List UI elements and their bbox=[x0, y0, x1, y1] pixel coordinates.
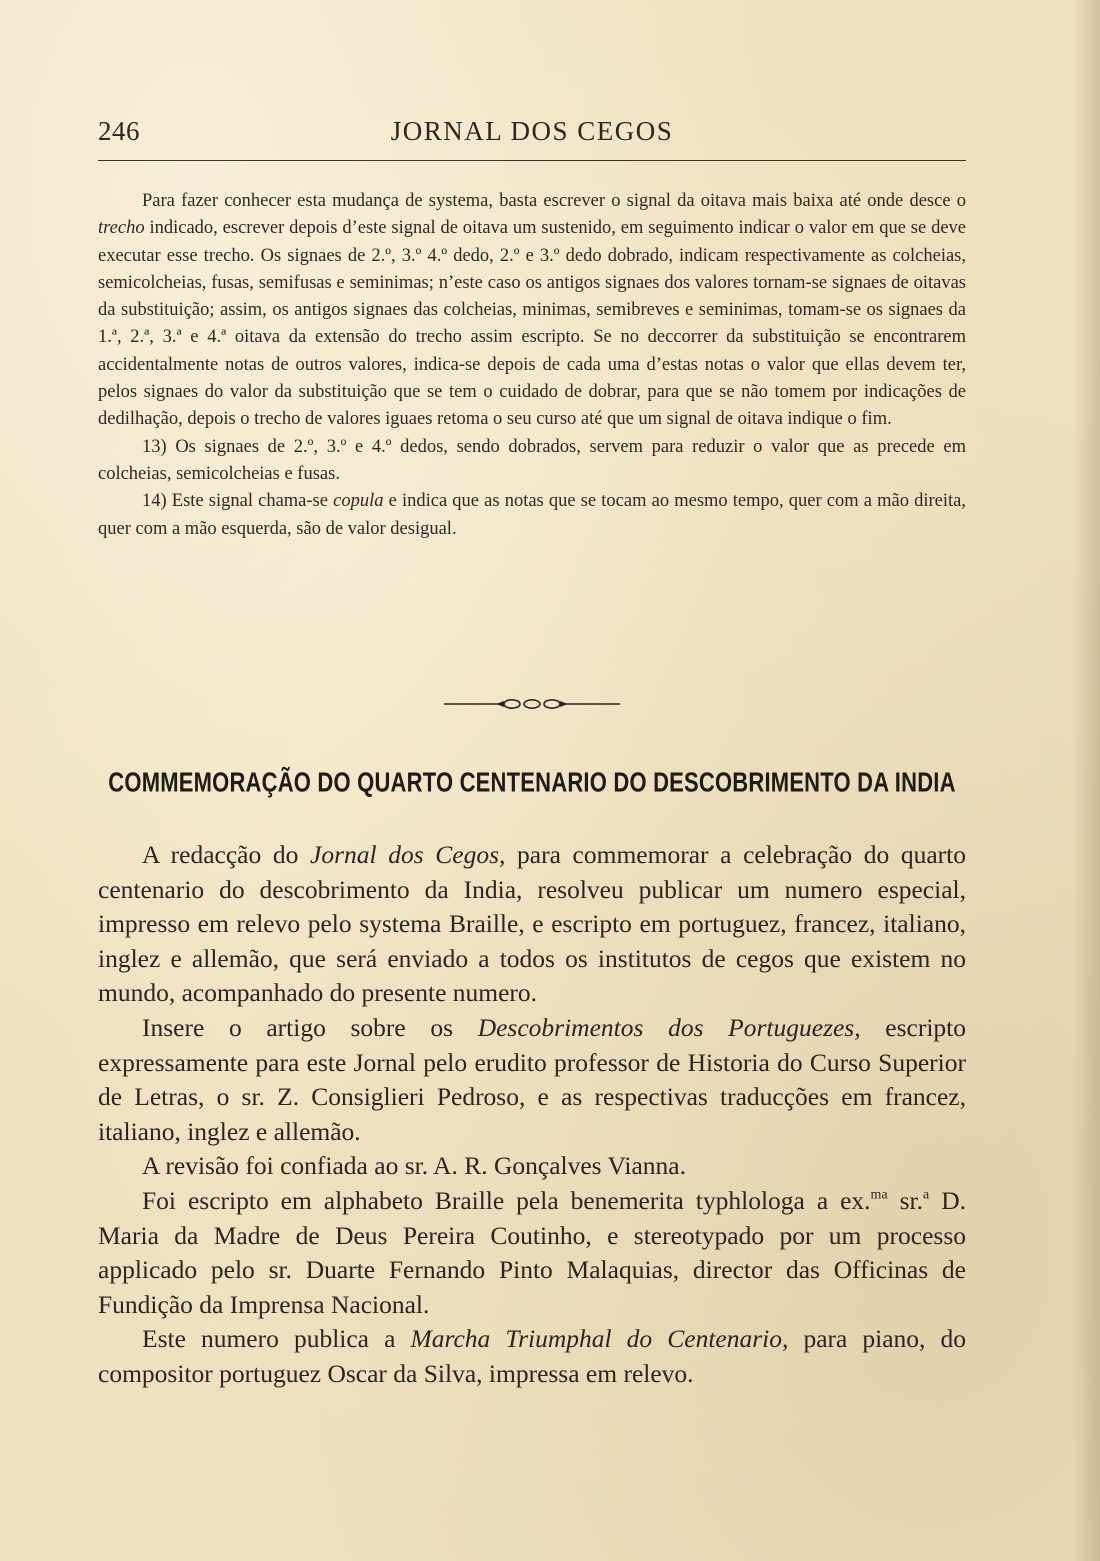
text-run: Insere o artigo sobre os bbox=[142, 1012, 478, 1042]
paragraph-revisao: A revisão foi confiada ao sr. A. R. Gonçalves Vianna. bbox=[142, 1151, 686, 1181]
text-run: para piano, do compositor portuguez Oscar da Silva, impressa em relevo. bbox=[98, 1324, 967, 1388]
text-run: Para fazer conhecer esta mudança de systema, basta escrever o signal da oitava mais baixa até onde desce o bbox=[142, 191, 966, 211]
italic-term-trecho: trecho bbox=[98, 218, 145, 239]
text-run: Este numero publica a bbox=[142, 1324, 411, 1354]
decorative-rule-ornament-icon bbox=[444, 697, 620, 711]
paragraph-insere bbox=[98, 1011, 966, 1149]
paragraph-braille bbox=[98, 1184, 966, 1322]
header-rule bbox=[98, 160, 966, 161]
italic-term-copula: copula bbox=[333, 491, 384, 512]
upper-text-block bbox=[98, 188, 966, 543]
italic-title-marcha: Marcha Triumphal do Centenario, bbox=[410, 1324, 789, 1354]
text-run: para commemorar a celebração do quarto centenario do descobrimento da India, resolveu publicar um numero especial, impresso em relevo pelo systema Braille, e escripto em portuguez, francez, italiano, inglez e allemão, que será enviado a todos os institutos de cegos que existem no mundo, acompanhado do presente numero. bbox=[98, 840, 966, 1008]
text-run: escripto expressamente para este Jornal pelo erudito professor de Historia do Curso Superior de Letras, o sr. Z. Consiglieri Pedroso, e as respectivas traducções em francez, italiano, inglez e allemão. bbox=[98, 1012, 966, 1146]
text-run: 14) Este signal chama-se bbox=[142, 491, 334, 512]
superscript-a: a bbox=[923, 1187, 930, 1203]
section-heading: COMMEMORAÇÃO DO QUARTO CENTENARIO DO DESCOBRIMENTO DA INDIA bbox=[108, 766, 956, 798]
italic-title-descobrimentos: Descobrimentos dos Portuguezes, bbox=[477, 1012, 861, 1042]
running-title: JORNAL DOS CEGOS bbox=[390, 116, 674, 146]
section-text-block bbox=[98, 838, 966, 1392]
text-run: D. Maria da Madre de Deus Pereira Coutinho, e stereotypado por um processo applicado pelo sr. Duarte Fernando Pinto Malaquias, director das Officinas de Fundição da Imprensa Nacional. bbox=[98, 1185, 966, 1319]
paragraph-redaccao bbox=[98, 838, 966, 1011]
text-run: e indica que as notas que se tocam ao mesmo tempo, quer com a mão direita, quer com a mão esquerda, são de valor desigual. bbox=[98, 491, 967, 539]
text-run: indicado, escrever depois d’este signal de oitava um sustenido, em seguimento indicar o valor em que se deve executar esse trecho. Os signaes de 2.º, 3.º 4.º dedo, 2.º e 3.º dedo dobrado, indicam respectivamente as colcheias, semicolcheias, fusas, semifusas e seminimas; n’este caso os antigos signaes dos valores tornam-se signaes de oitavas da substituição; assim, os antigos signaes das colcheias, minimas, semibreves e seminimas, tomam-se os signaes da 1.ª, 2.ª, 3.ª e 4.ª oitava da extensão do trecho assim escripto. Se no deccorrer da substituição se encontrarem accidentalmente notas de outros valores, indica-se depois de cada uma d’estas notas o valor que ellas devem ter, pelos signaes do valor da substituição que se tem o cuidado de dobrar, para que se não tomem por indicações de dedilhação, depois o trecho de valores iguaes retoma o seu curso até que um signal de oitava indique o fim. bbox=[98, 218, 966, 430]
italic-title-jornal: Jornal dos Cegos, bbox=[310, 840, 506, 869]
page-edge-shadow bbox=[1072, 0, 1100, 1561]
paragraph-octave-change bbox=[98, 188, 966, 434]
paragraph-item-14 bbox=[98, 488, 966, 543]
text-run: A redacção do bbox=[142, 840, 310, 869]
paragraph-item-13: 13) Os signaes de 2.º, 3.º e 4.º dedos, sendo dobrados, servem para reduzir o valor que as precede em colcheias, semicolcheias e fusas. bbox=[98, 436, 966, 484]
running-header bbox=[98, 112, 966, 152]
paragraph-marcha bbox=[98, 1322, 966, 1391]
page-number: 246 bbox=[98, 116, 140, 146]
text-run: sr. bbox=[887, 1185, 924, 1215]
superscript-ma: ma bbox=[870, 1187, 888, 1203]
text-run: Foi escripto em alphabeto Braille pela benemerita typhlologa a ex. bbox=[142, 1185, 871, 1215]
